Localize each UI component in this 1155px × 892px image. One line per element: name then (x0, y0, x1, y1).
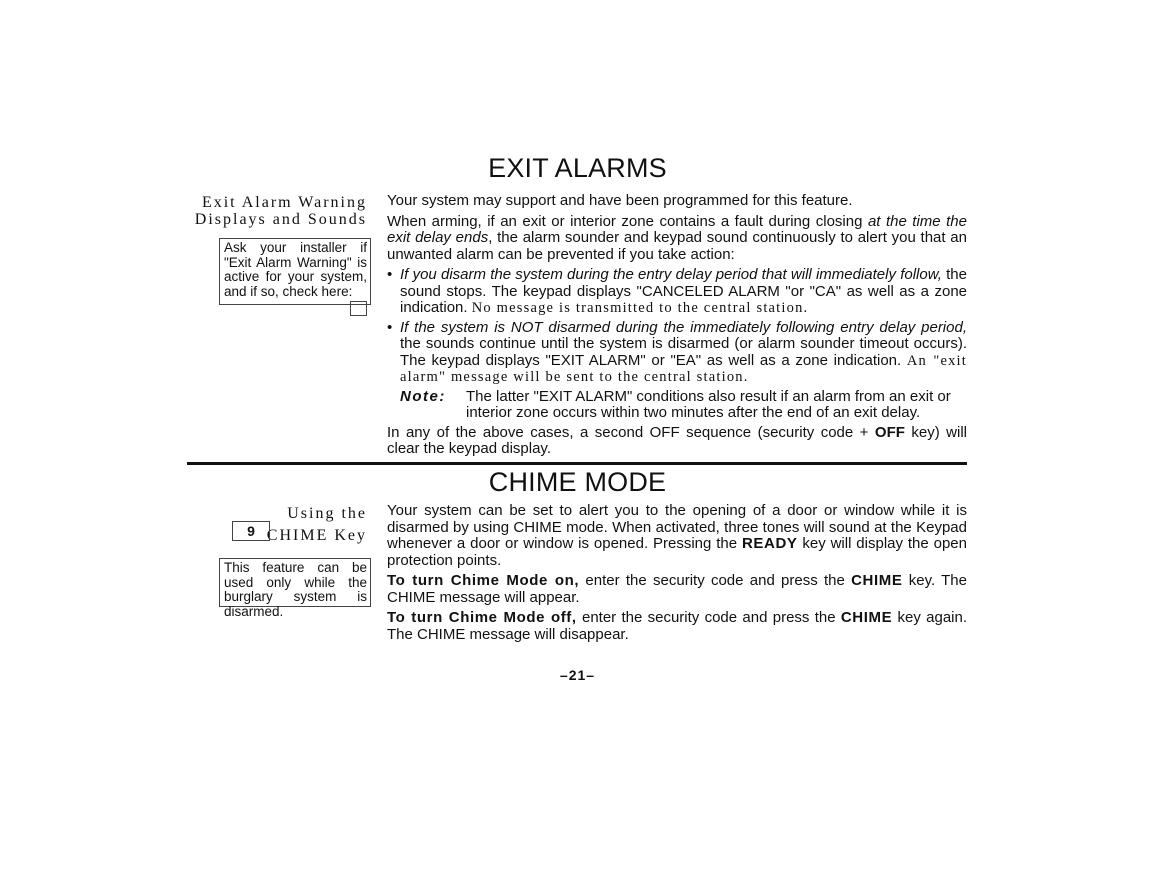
chime-p3-text-a: enter the security code and press the (576, 609, 841, 626)
chime-p1-bold: READY (741, 535, 798, 552)
exit-note (400, 389, 967, 422)
note-label: Note: (400, 387, 446, 405)
exit-p2 (387, 214, 967, 264)
exit-p3-text-a: In any of the above cases, a second OFF sequence (security code + (387, 423, 875, 441)
exit-side-caption-line1: Exit Alarm Warning (201, 194, 367, 211)
exit-bullet-not-disarmed (387, 320, 967, 386)
chime-p2-text-a: enter the security code and press the (579, 572, 852, 589)
exit-bullet-disarm (387, 267, 967, 317)
feature-checkbox[interactable] (350, 301, 367, 316)
exit-p1: Your system may support and have been programmed for this feature. (387, 192, 853, 209)
chime-p1 (387, 503, 967, 569)
bullet2-text: the sounds continue until the system is disarmed (or alarm sounder timeout occurs). The keypad displays "EXIT ALARM" or "EA" as well as a zone indication. (400, 335, 967, 369)
chime-note-box (219, 558, 371, 620)
bullet1-italic: If you disarm the system during the entry delay period that will immediately follow, (400, 266, 942, 283)
chime-p3-bold: To turn Chime Mode off, (387, 609, 577, 626)
chime-p3 (387, 610, 967, 643)
chime-p1-text-a: Your system can be set to alert you to the opening of a door or window while it is disarmed by using CHIME mode. When activated, three tones will sound at the Keypad whenever a door or window is opened. Pressing the (387, 502, 967, 552)
exit-side-caption-line2: Displays and Sounds (194, 211, 367, 228)
chime-p3-text-b: key again. The CHIME message will disappear. (387, 609, 968, 643)
bullet1-serif: No message is transmitted to the central station. (471, 300, 809, 316)
exit-p2-text-a: When arming, if an exit or interior zone contains a fault during closing (387, 212, 868, 230)
bullet2-serif: An "exit alarm" message will be sent to the central station. (400, 352, 968, 385)
bullet-dot: • (387, 318, 393, 336)
chime-p2-text-b: key. The CHIME message will appear. (387, 572, 967, 606)
chime-p1-text-b: key will display the open protection points. (387, 535, 967, 569)
exit-p3 (387, 425, 967, 458)
exit-alarms-body (387, 193, 967, 462)
exit-p2-text-c: , the alarm sounder and keypad sound continuously to alert you that an unwanted alarm can be prevented if you take action: (387, 229, 967, 263)
exit-side-caption (195, 194, 367, 228)
exit-p3-bold: OFF (874, 423, 905, 441)
chime-mode-title: CHIME MODE (488, 467, 667, 497)
installer-note-box (219, 238, 371, 305)
chime-mode-body (387, 503, 967, 647)
chime-p2 (387, 573, 967, 606)
key-9-icon: 9 (232, 521, 270, 541)
exit-alarms-title: EXIT ALARMS (488, 153, 667, 183)
bullet-dot: • (387, 266, 393, 283)
note-text: The latter "EXIT ALARM" conditions also result if an alarm from an exit or interior zone occurs within two minutes after the end of an exit delay. (466, 387, 951, 421)
installer-note-text: Ask your installer if "Exit Alarm Warning" is active for your system, and if so, check here: (224, 240, 367, 300)
page-number: –21– (559, 667, 596, 683)
chime-side-caption-line2: CHIME Key (266, 527, 367, 544)
chime-side-caption (267, 503, 367, 547)
bullet2-italic: If the system is NOT disarmed during the immediately following entry delay period, (400, 318, 967, 336)
chime-note-text: This feature can be used only while the burglary system is disarmed. (224, 560, 367, 620)
exit-p2-italic: at the time the exit delay ends (387, 212, 967, 246)
chime-side-caption-line1: Using the (287, 505, 367, 522)
chime-p2-bold: To turn Chime Mode on, (387, 572, 580, 589)
bullet1-text: the sound stops. The keypad displays "CANCELED ALARM "or "CA" as well as a zone indication. (400, 266, 967, 316)
section-divider (187, 462, 967, 465)
chime-p2-key: CHIME (851, 572, 903, 589)
chime-p3-key: CHIME (840, 609, 893, 626)
exit-p3-text-b: key) will clear the keypad display. (387, 423, 967, 457)
